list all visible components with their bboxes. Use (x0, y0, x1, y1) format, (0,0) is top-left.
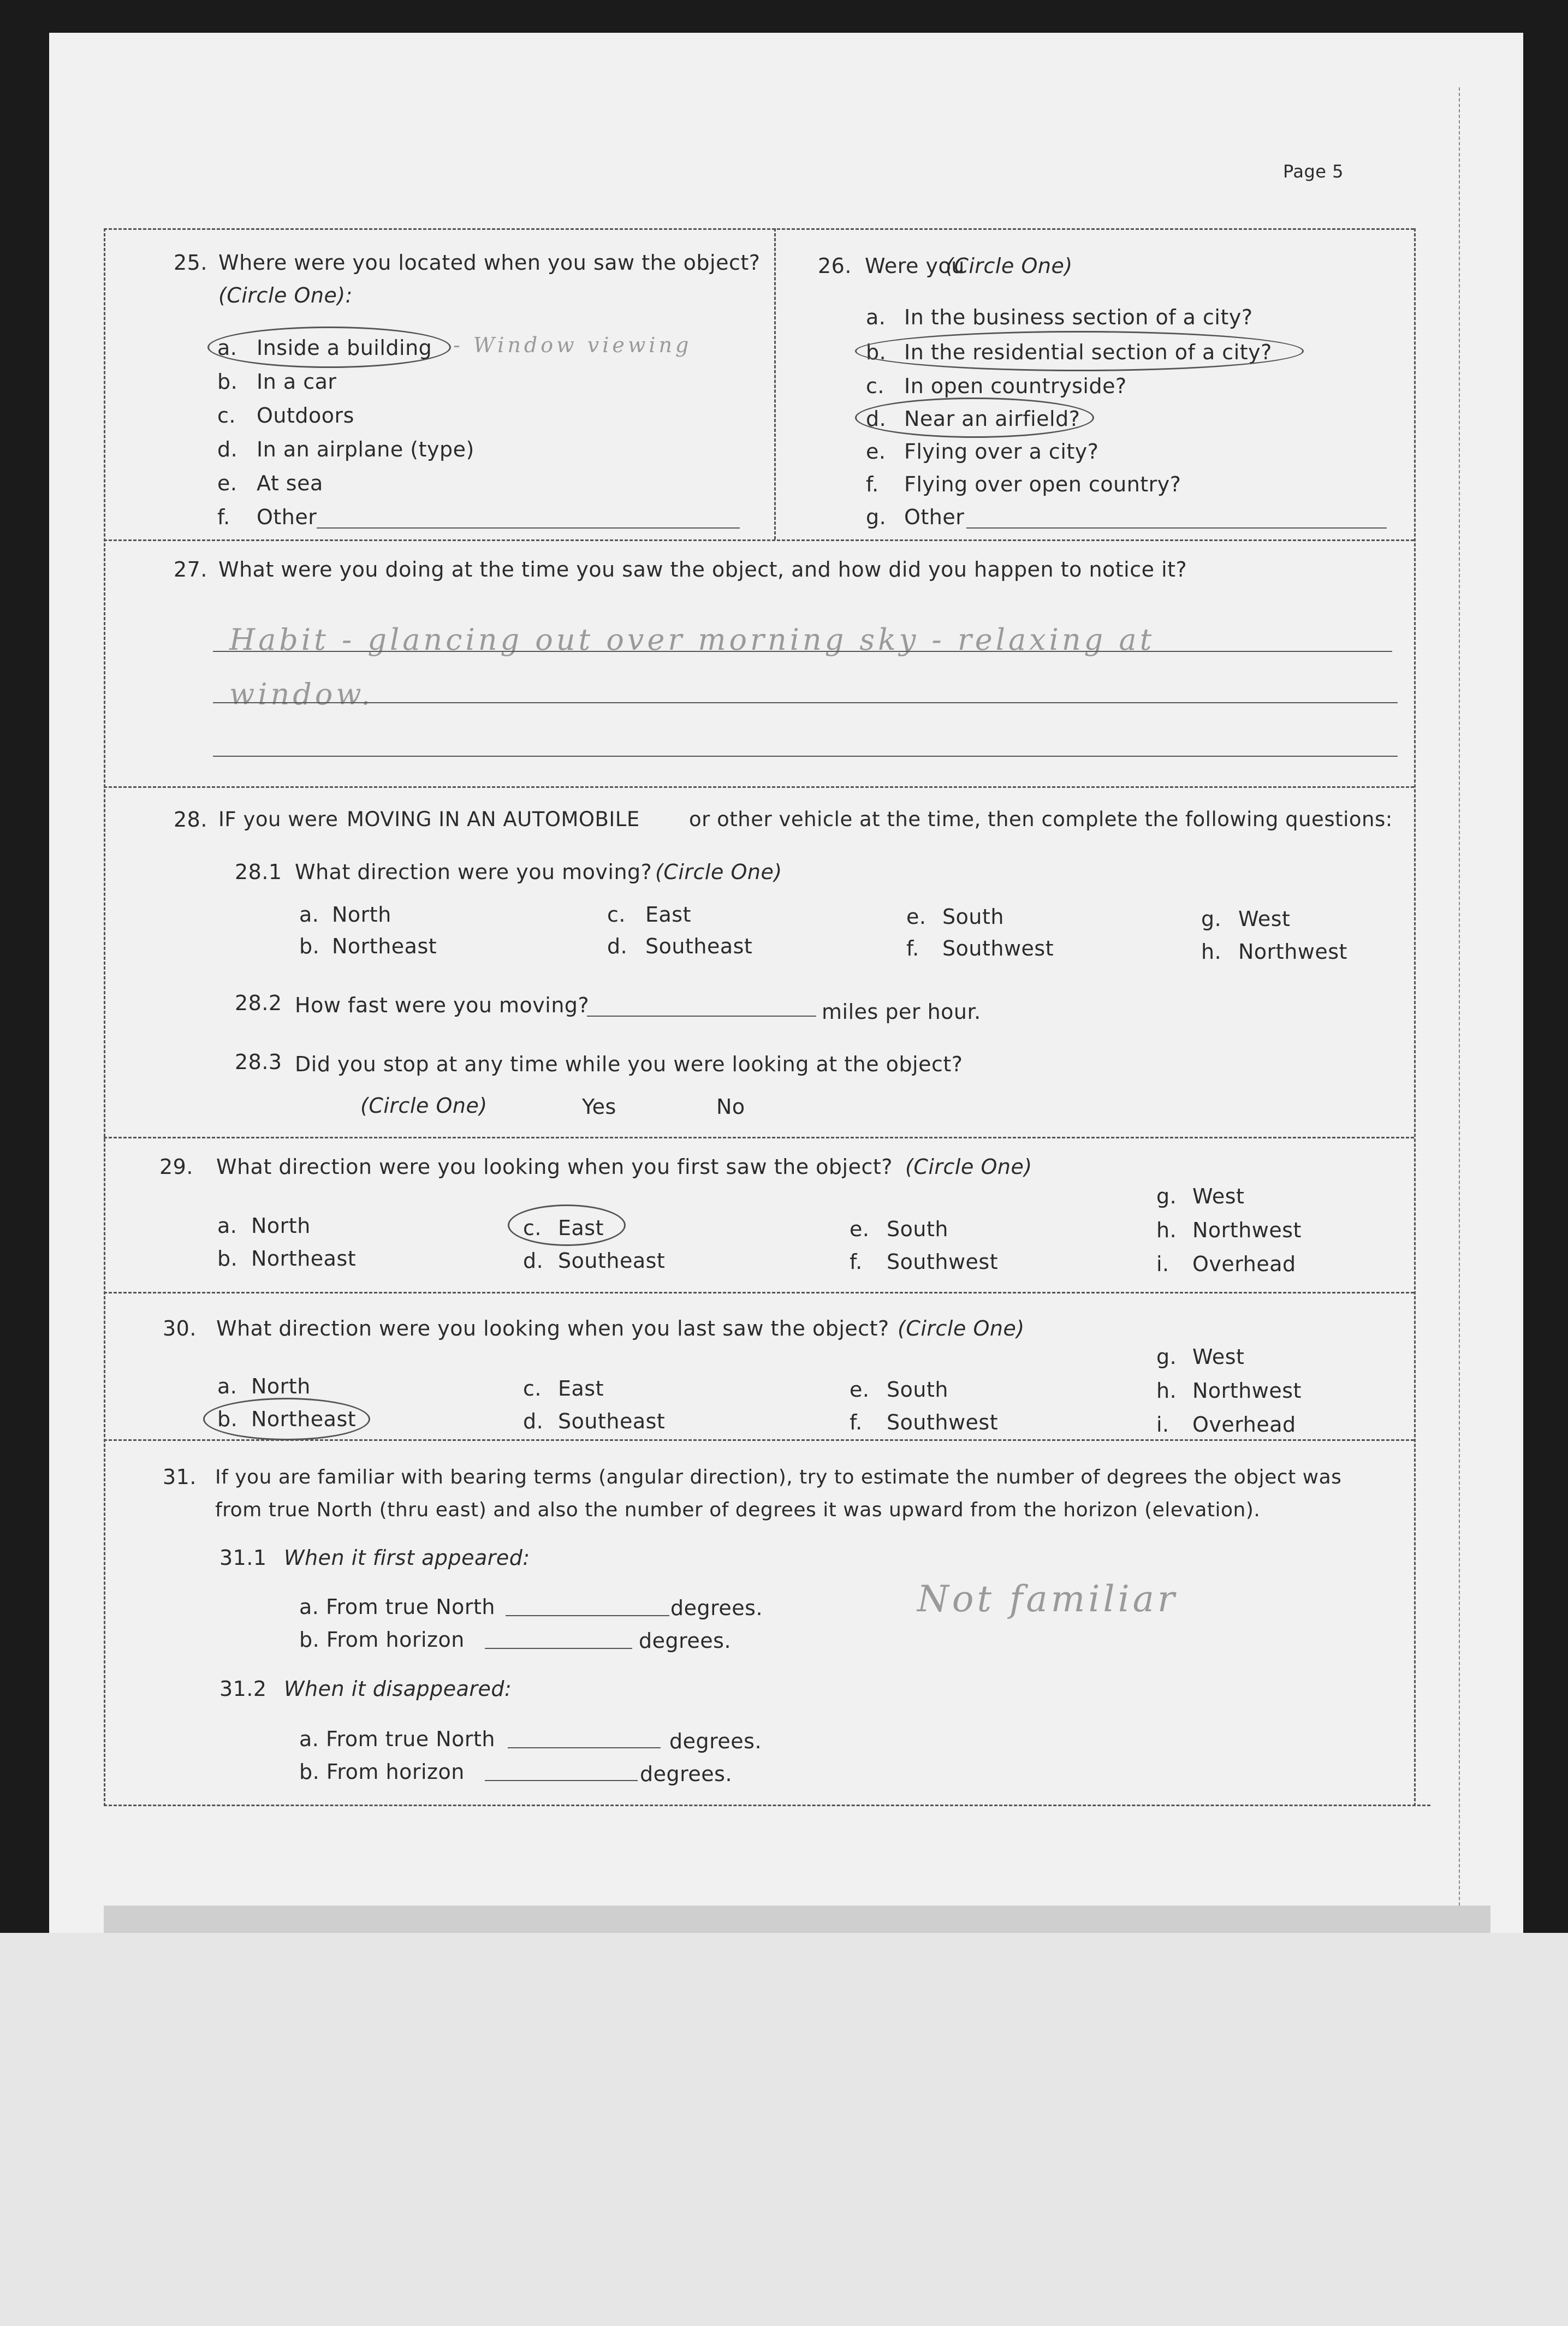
q28-3-instruction: (Circle One) (360, 1094, 488, 1118)
q29-option-text[interactable]: Southeast (558, 1249, 666, 1273)
q30-option-text[interactable]: South (887, 1378, 948, 1402)
q27-handwritten-answer: Habit - glancing out over morning sky - relaxing at (229, 622, 1155, 657)
q28-1-option-text[interactable]: Southeast (645, 934, 753, 958)
q25-option-letter: f. (217, 505, 230, 529)
q26-option-text[interactable]: In the residential section of a city? (904, 340, 1272, 364)
q26-option-letter: f. (866, 472, 879, 496)
q28-2-speed-field[interactable] (587, 1016, 816, 1017)
q29-option-letter: f. (850, 1250, 863, 1274)
divider-27-28 (104, 786, 1414, 788)
q29-option-letter: h. (1156, 1218, 1177, 1242)
q26-other-field[interactable] (966, 527, 1387, 529)
q28-2-suffix: miles per hour. (822, 1000, 981, 1024)
q29-option-letter: g. (1156, 1184, 1177, 1208)
q30-number: 30. (163, 1316, 197, 1340)
q27-answer-line[interactable] (213, 651, 1392, 652)
q30-circle-mark (203, 1398, 370, 1440)
page-label: Page 5 (1283, 161, 1344, 182)
q28-2-number: 28.2 (235, 991, 282, 1015)
q28-number: 28. (174, 808, 207, 832)
q29-option-letter: i. (1156, 1252, 1169, 1276)
q31-number: 31. (163, 1465, 197, 1489)
q30-option-letter: e. (850, 1378, 870, 1402)
q29-option-text[interactable]: Overhead (1192, 1252, 1296, 1276)
q28-1-option-text[interactable]: Northwest (1238, 940, 1347, 964)
q30-option-text[interactable]: Overhead (1192, 1413, 1296, 1437)
q29-instruction: (Circle One) (905, 1155, 1032, 1179)
q25-option-letter: b. (217, 370, 238, 394)
q25-option-letter: c. (217, 404, 236, 428)
q25-option-letter: d. (217, 437, 238, 461)
q29-option-text[interactable]: Northeast (251, 1247, 357, 1271)
q31-1-a-field[interactable] (506, 1615, 669, 1616)
q28-text-prefix: IF you were (218, 808, 338, 831)
q31-1-b-field[interactable] (485, 1648, 632, 1649)
q26-option-text[interactable]: In open countryside? (904, 374, 1127, 398)
q26-option-text[interactable]: In the business section of a city? (904, 305, 1253, 329)
q31-1-number: 31.1 (219, 1546, 267, 1570)
q31-1-label: When it first appeared: (284, 1546, 530, 1570)
q25-instruction: (Circle One): (218, 283, 353, 307)
q31-1-a-unit: degrees. (670, 1596, 763, 1620)
q25-option-letter: e. (217, 471, 237, 495)
q31-2-b-unit: degrees. (640, 1762, 733, 1786)
q28-1-option-letter: c. (607, 903, 626, 927)
q29-option-text[interactable]: Northwest (1192, 1218, 1302, 1242)
q28-1-text: What direction were you moving? (295, 860, 652, 884)
q30-option-text[interactable]: North (251, 1374, 311, 1398)
q25-text: Where were you located when you saw the object? (218, 251, 761, 275)
q25-option-text[interactable]: In an airplane (type) (257, 437, 474, 461)
q28-text-caps: MOVING IN AN AUTOMOBILE (347, 808, 640, 831)
q29-option-letter: b. (217, 1247, 238, 1271)
divider-26-27 (104, 539, 1414, 541)
q31-2-b-label: b. From horizon (299, 1760, 465, 1784)
frame-right (1414, 228, 1416, 1806)
q27-number: 27. (174, 557, 207, 582)
q27-answer-line[interactable] (213, 756, 1398, 757)
q31-2-b-field[interactable] (485, 1780, 638, 1781)
q28-1-option-letter: f. (906, 936, 919, 960)
q30-option-letter: h. (1156, 1379, 1177, 1403)
q28-1-option-letter: g. (1201, 907, 1222, 931)
q28-1-option-text[interactable]: Northeast (332, 934, 437, 958)
q27-answer-line[interactable] (213, 702, 1398, 703)
q30-option-text[interactable]: Southwest (887, 1410, 999, 1434)
q30-option-text[interactable]: East (558, 1376, 604, 1401)
q25-circle-mark (207, 327, 451, 368)
q25-other-field[interactable] (317, 527, 740, 529)
q28-1-option-text[interactable]: Southwest (942, 936, 1054, 960)
q31-line2: from true North (thru east) and also the number of degrees it was upward from the horizon (elevation). (215, 1499, 1261, 1521)
q30-option-letter: a. (217, 1374, 237, 1398)
divider-29-30 (104, 1292, 1414, 1293)
q30-option-text[interactable]: West (1192, 1345, 1245, 1369)
q28-3-yes-option[interactable]: Yes (582, 1095, 616, 1119)
frame-top (104, 228, 1414, 230)
q28-1-option-text[interactable]: West (1238, 907, 1291, 931)
q30-option-text[interactable]: Southeast (558, 1409, 666, 1433)
q29-option-text[interactable]: South (887, 1217, 948, 1241)
q31-2-a-field[interactable] (508, 1747, 661, 1748)
q30-option-letter: d. (523, 1409, 544, 1433)
q29-option-text[interactable]: North (251, 1214, 311, 1238)
q26-option-text[interactable]: Flying over a city? (904, 440, 1099, 464)
q28-1-option-text[interactable]: East (645, 903, 691, 927)
q26-option-text[interactable]: Other (904, 505, 965, 529)
q31-1-b-label: b. From horizon (299, 1628, 465, 1652)
q25-option-text[interactable]: In a car (257, 370, 337, 394)
page-edge (1459, 87, 1460, 1906)
q31-handwritten-note: Not familiar (917, 1578, 1178, 1620)
frame-left (104, 228, 105, 1806)
q30-instruction: (Circle One) (898, 1316, 1025, 1340)
q25-option-text[interactable]: Outdoors (257, 404, 354, 428)
q29-option-letter: d. (523, 1249, 544, 1273)
q31-1-a-label: a. From true North (299, 1595, 496, 1619)
q31-2-a-label: a. From true North (299, 1727, 496, 1751)
q26-option-letter: g. (866, 505, 887, 529)
q28-1-option-letter: b. (299, 934, 320, 958)
q25-option-text[interactable]: Other (257, 505, 317, 529)
q30-option-letter: g. (1156, 1345, 1177, 1369)
q31-line1: If you are familiar with bearing terms (angular direction), try to estimate the number of degrees the object was (215, 1466, 1342, 1488)
q26-circle-mark (855, 397, 1094, 438)
q26-option-text[interactable]: Flying over open country? (904, 472, 1181, 496)
q30-text: What direction were you looking when you last saw the object? (216, 1316, 889, 1340)
q28-3-number: 28.3 (235, 1050, 282, 1074)
q31-2-number: 31.2 (219, 1677, 267, 1701)
background-surface (0, 1933, 1568, 2326)
q26-instruction: (Circle One) (946, 254, 1073, 278)
q30-option-letter: c. (523, 1376, 542, 1401)
q26-circle-mark (855, 331, 1304, 371)
q30-option-text[interactable]: Northwest (1192, 1379, 1302, 1403)
q29-circle-mark (508, 1204, 626, 1246)
divider-25-26 (774, 228, 776, 539)
q30-option-letter: f. (850, 1410, 863, 1434)
q28-2-text: How fast were you moving? (295, 993, 590, 1017)
q28-3-text: Did you stop at any time while you were looking at the object? (295, 1052, 963, 1076)
q26-option-letter: d. (866, 407, 887, 431)
q27-handwritten-answer: window. (229, 677, 374, 711)
q25-option-text[interactable]: At sea (257, 471, 323, 495)
q29-number: 29. (159, 1155, 193, 1179)
q25-number: 25. (174, 251, 207, 275)
q28-1-option-letter: d. (607, 934, 628, 958)
q29-option-text[interactable]: East (558, 1216, 604, 1240)
q29-text: What direction were you looking when you first saw the object? (216, 1155, 893, 1179)
q29-option-text[interactable]: West (1192, 1184, 1245, 1208)
q30-option-letter: i. (1156, 1413, 1169, 1437)
q26-option-letter: e. (866, 440, 886, 464)
frame-bottom (104, 1805, 1430, 1806)
q30-option-text[interactable]: Northeast (251, 1407, 357, 1431)
q26-number: 26. (818, 254, 852, 278)
q25-option-text[interactable]: Inside a building (257, 336, 432, 360)
q28-1-option-text[interactable]: South (942, 905, 1004, 929)
divider-28-29 (104, 1137, 1414, 1138)
q29-option-letter: e. (850, 1217, 870, 1241)
q28-1-option-letter: h. (1201, 940, 1222, 964)
q27-text: What were you doing at the time you saw the object, and how did you happen to notice it? (218, 557, 1187, 582)
q28-1-option-letter: a. (299, 903, 319, 927)
q28-text-suffix: or other vehicle at the time, then complete the following questions: (689, 808, 1393, 831)
q29-option-letter: a. (217, 1214, 237, 1238)
q26-text: Were you (865, 254, 965, 278)
q25-handwritten-note: - Window viewing (453, 333, 692, 357)
q28-3-no-option[interactable]: No (716, 1095, 745, 1119)
q29-option-text[interactable]: Southwest (887, 1250, 999, 1274)
q28-1-option-text[interactable]: North (332, 903, 391, 927)
q31-2-label: When it disappeared: (284, 1677, 512, 1701)
q28-1-number: 28.1 (235, 860, 282, 884)
q28-1-option-letter: e. (906, 905, 926, 929)
q26-option-letter: c. (866, 374, 884, 398)
q31-1-b-unit: degrees. (639, 1629, 732, 1653)
q30-option-letter: b. (217, 1407, 238, 1431)
q26-option-letter: a. (866, 305, 886, 329)
form-page (49, 33, 1523, 1933)
q26-option-text[interactable]: Near an airfield? (904, 407, 1080, 431)
q25-option-letter: a. (217, 336, 237, 360)
q29-option-letter: c. (523, 1216, 542, 1240)
q28-1-instruction: (Circle One) (655, 860, 782, 884)
q31-2-a-unit: degrees. (669, 1729, 762, 1753)
q26-option-letter: b. (866, 340, 887, 364)
